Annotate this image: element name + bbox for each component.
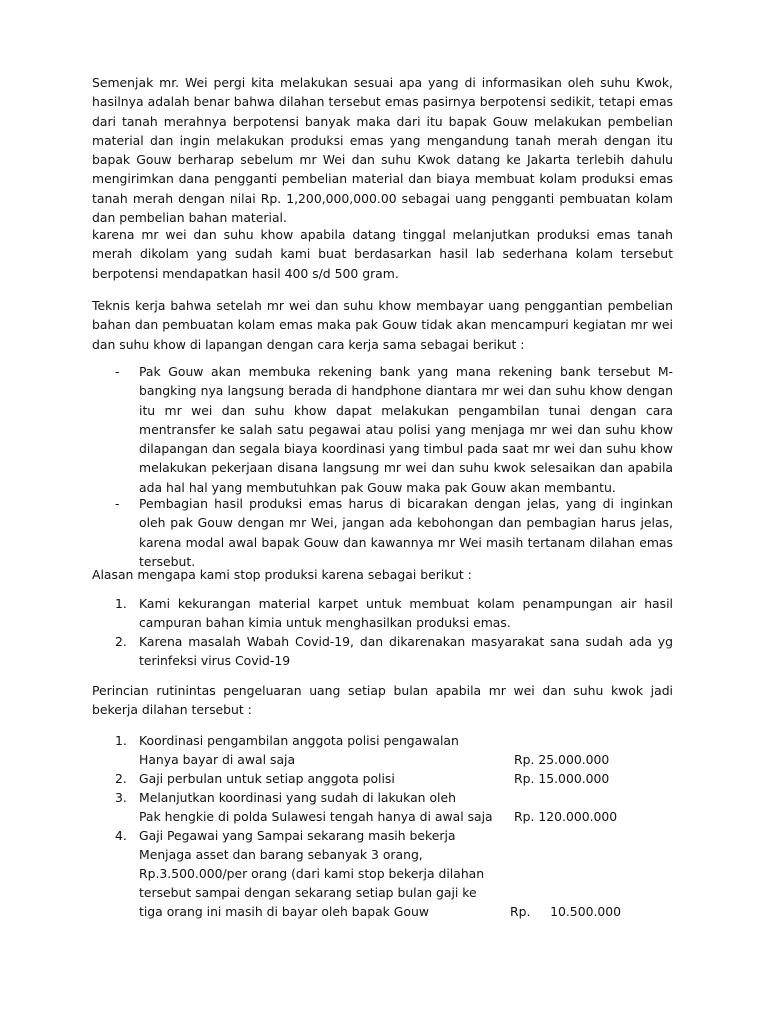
cost-line: Hanya bayar di awal saja [139,752,296,767]
reason-text: Karena masalah Wabah Covid-19, dan dikarenakan masyarakat sana sudah ada yg terinfeksi virus Covid-19 [139,634,673,669]
cost-line: Koordinasi pengambilan anggota polisi pengawalan [139,733,459,748]
reason-text: Kami kekurangan material karpet untuk membuat kolam penampungan air hasil campuran bahan kimia untuk menghasilkan produksi emas. [139,596,673,631]
cost-line: Rp.3.500.000/per orang (dari kami stop bekerja dilahan [139,866,485,881]
cost-line: Menjaga asset dan barang sebanyak 3 orang, [139,847,423,862]
reason-marker: 2. [115,634,127,649]
cost-amount: Rp. 120.000.000 [514,809,618,824]
cost-line: Gaji Pegawai yang Sampai sekarang masih bekerja [139,828,456,843]
costs-heading: Perincian rutinintas pengeluaran uang setiap bulan apabila mr wei dan suhu kwok jadi bekerja dilahan tersebut : [92,683,673,718]
bullet-marker: - [115,364,120,379]
cost-line: Gaji perbulan untuk setiap anggota polisi [139,771,395,786]
bullet-marker: - [115,496,120,511]
cost-line: Pak hengkie di polda Sulawesi tengah hanya di awal saja [139,809,493,824]
bullet-text: Pembagian hasil produksi emas harus di bicarakan dengan jelas, yang di inginkan oleh pak Gouw dengan mr Wei, jangan ada kebohongan dan pembagian harus jelas, karena modal awal bapak Gouw dan kawannya mr Wei masih tertanam dilahan emas tersebut. [139,496,673,569]
reasons-heading: Alasan mengapa kami stop produksi karena sebagai berikut : [92,567,472,582]
cost-marker: 3. [115,790,127,805]
cost-line: Melanjutkan koordinasi yang sudah di lakukan oleh [139,790,456,805]
cost-amount: Rp. 25.000.000 [514,752,610,767]
cost-line: tiga orang ini masih di bayar oleh bapak Gouw [139,904,429,919]
reason-marker: 1. [115,596,127,611]
paragraph-intro: Semenjak mr. Wei pergi kita melakukan sesuai apa yang di informasikan oleh suhu Kwok, hasilnya adalah benar bahwa dilahan tersebut emas pasirnya berpotensi sedikit, tetapi emas dari tanah merahnya berpotensi banyak maka dari itu bapak Gouw melakukan pembelian material dan ingin melakukan produksi emas yang mengandung tanah merah dengan itu bapak Gouw berharap sebelum mr Wei dan suhu Kwok datang ke Jakarta terlebih dahulu mengirimkan dana pengganti pembelian material dan biaya membuat kolam produksi emas tanah merah dengan nilai Rp. 1,200,000,000.00 sebagai uang pengganti pembuatan kolam dan pembelian bahan material. [92,75,673,226]
paragraph-technical: Teknis kerja bahwa setelah mr wei dan suhu khow membayar uang penggantian pembelian bahan dan pembuatan kolam emas maka pak Gouw tidak akan mencampuri kegiatan mr wei dan suhu khow di lapangan dengan cara kerja sama sebagai berikut : [92,298,673,352]
paragraph-production: karena mr wei dan suhu khow apabila datang tinggal melanjutkan produksi emas tanah merah dikolam yang sudah kami buat berdasarkan hasil lab sederhana kolam tersebut berpotensi mendapatkan hasil 400 s/d 500 gram. [92,227,673,281]
cost-marker: 2. [115,771,127,786]
bullet-item [115,362,673,497]
bullet-item [115,494,673,571]
reason-item [115,594,673,633]
reason-item [115,632,673,671]
cost-marker: 4. [115,828,127,843]
cost-amount: Rp. 10.500.000 [510,904,622,919]
cost-line: tersebut sampai dengan sekarang setiap bulan gaji ke [139,885,477,900]
cost-amount: Rp. 15.000.000 [514,771,610,786]
bullet-text: Pak Gouw akan membuka rekening bank yang mana rekening bank tersebut M-bangking nya langsung berada di handphone diantara mr wei dan suhu khow dengan itu mr wei dan suhu khow dapat melakukan pengambilan tunai dengan cara mentransfer ke salah satu pegawai atau polisi yang menjaga mr wei dan suhu khow dilapangan dan segala biaya koordinasi yang timbul pada saat mr wei dan suhu khow melakukan pekerjaan disana langsung mr wei dan suhu kwok selesaikan dan apabila ada hal hal yang membutuhkan pak Gouw maka pak Gouw akan membantu. [139,364,673,495]
cost-marker: 1. [115,733,127,748]
